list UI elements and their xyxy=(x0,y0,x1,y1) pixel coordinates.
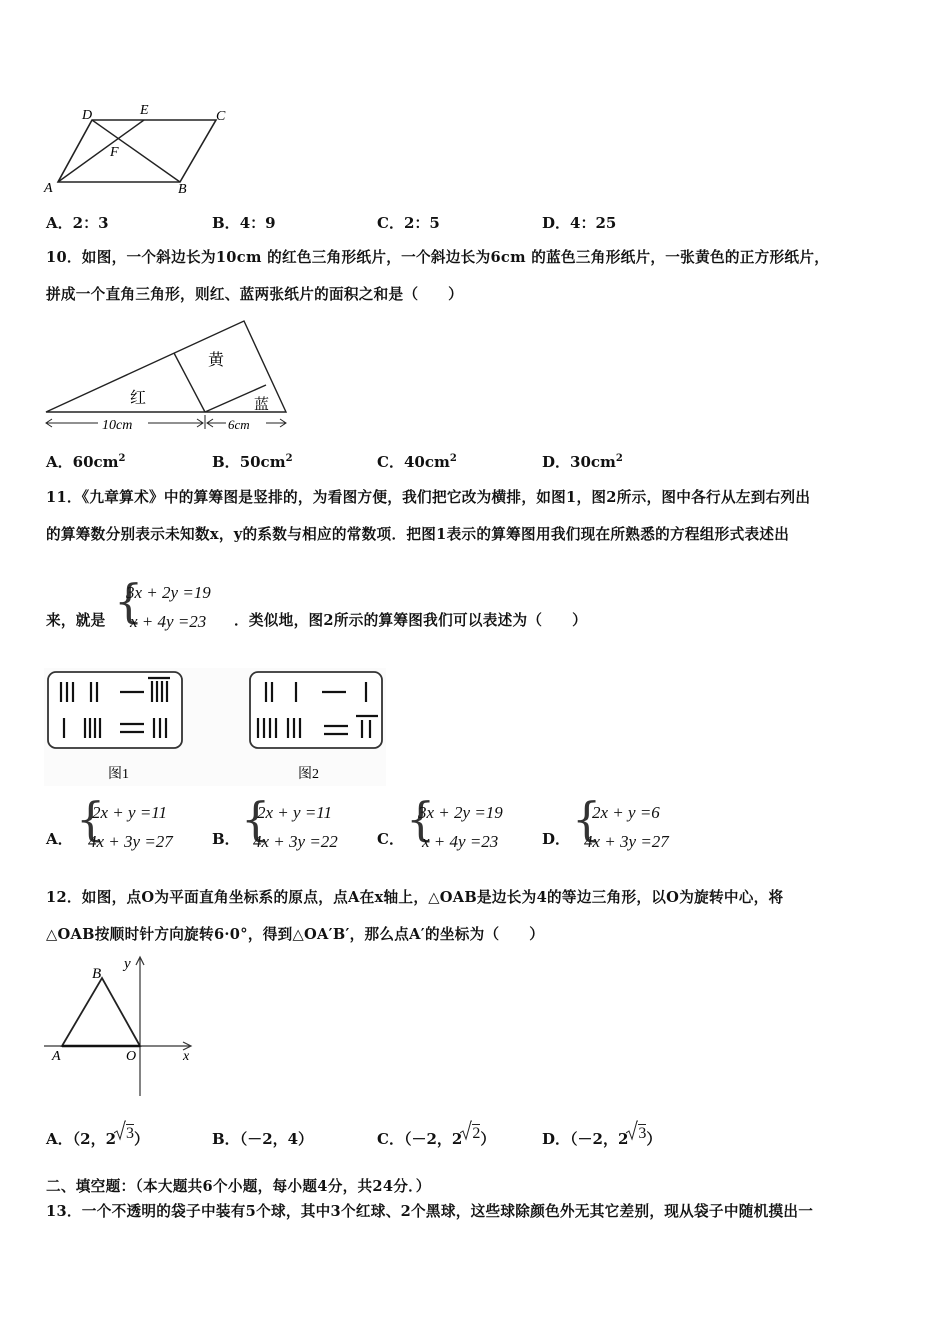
q11-system-eq2: x + 4y =23 xyxy=(130,612,207,631)
q12-stem-line1: 12．如图，点O为平面直角坐标系的原点，点A在x轴上，△OAB是边长为4的等边三角形，以O为旋转中心，将 xyxy=(46,889,784,906)
q12-option-a[interactable]: A．（2，2 3） xyxy=(46,1128,149,1149)
q13-stem-line1: 13．一个不透明的袋子中装有5个球，其中3个红球、2个黑球，这些球除颜色外无其它差别，现从袋子中随机摸出一 xyxy=(46,1203,814,1220)
q11-fig2-label: 图2 xyxy=(298,767,319,782)
q11-stem-line3-suffix: ．类似地，图2所示的算筹图我们可以表述为（ ） xyxy=(234,612,588,629)
q9-label-f: F xyxy=(110,145,119,160)
q11-option-b-eq1: 2x + y =11 xyxy=(257,803,333,822)
q10-option-c[interactable]: C．$40cm^2$ xyxy=(377,453,457,471)
q11-option-d-eq2: 4x + 3y =27 xyxy=(584,832,669,851)
q11-fig1-label: 图1 xyxy=(108,767,129,782)
q10-stem-line1: 10．如图，一个斜边长为10cm 的红色三角形纸片，一个斜边长为6cm 的蓝色三角形纸片，一张黄色的正方形纸片， xyxy=(46,249,830,266)
q9-option-a[interactable]: A．2：3 xyxy=(46,214,109,232)
q11-stem-line1: 11．《九章算术》中的算筹图是竖排的，为看图方便，我们把它改为横排，如图1，图2所示，图中各行从左到右列出 xyxy=(46,489,811,506)
q12-option-d[interactable]: D．（－2，2 3） xyxy=(542,1128,661,1149)
q12-option-c[interactable]: C．（－2，2 2） xyxy=(377,1128,495,1149)
q9-option-b[interactable]: B．4：9 xyxy=(212,214,276,232)
q9-label-b: B xyxy=(178,182,187,197)
q10-triangle-figure xyxy=(40,315,295,440)
q12-option-b[interactable]: B．（－2，4） xyxy=(212,1130,314,1148)
q12-label-x: x xyxy=(183,1049,190,1064)
q11-option-a-brace: { xyxy=(76,792,106,846)
q10-stem-line2: 拼成一个直角三角形，则红、蓝两张纸片的面积之和是（ ） xyxy=(46,286,464,303)
q11-stem-line3-prefix: 来，就是 xyxy=(46,612,106,629)
q10-option-a[interactable]: A．$60cm^2$ xyxy=(46,453,126,471)
q10-label-6cm: 6cm xyxy=(228,417,250,432)
q11-option-d-brace: { xyxy=(572,792,602,846)
q11-option-a-letter[interactable]: A． xyxy=(46,830,73,848)
q11-option-c-brace: { xyxy=(406,792,436,846)
q9-label-e: E xyxy=(140,103,149,118)
q12-label-b: B xyxy=(92,966,102,982)
q11-option-b-brace: { xyxy=(241,792,271,846)
q11-option-a-eq2: 4x + 3y =27 xyxy=(88,832,173,851)
q11-option-b-eq2: 4x + 3y =22 xyxy=(253,832,338,851)
section2-title: 二、填空题：（本大题共6个小题，每小题4分，共24分．） xyxy=(46,1178,431,1195)
q10-label-red: 红 xyxy=(130,390,147,407)
q9-label-a: A xyxy=(44,181,53,196)
q10-label-blue: 蓝 xyxy=(254,397,270,413)
q11-stem-line2: 的算筹数分别表示未知数x，y的系数与相应的常数项．把图1表示的算筹图用我们现在所熟悉的方程组形式表述出 xyxy=(46,526,790,543)
q12-label-o: O xyxy=(126,1049,137,1064)
q12-coordinate-figure xyxy=(40,950,210,1100)
q11-counting-rod-figure xyxy=(44,668,386,786)
q11-option-c-letter[interactable]: C． xyxy=(377,830,404,848)
q9-label-d: D xyxy=(82,108,93,123)
q12-stem-line2: △OAB按顺时针方向旋转6·0°，得到△OA′B′，那么点A′的坐标为（ ） xyxy=(46,926,545,943)
q10-label-10cm: 10cm xyxy=(102,418,133,433)
q11-option-b-letter[interactable]: B． xyxy=(212,830,240,848)
q12-label-a: A xyxy=(52,1049,61,1064)
q9-option-c[interactable]: C．2：5 xyxy=(377,214,440,232)
q9-parallelogram-figure xyxy=(40,100,240,200)
q11-option-d-letter[interactable]: D． xyxy=(542,830,571,848)
q10-option-b[interactable]: B．$50cm^2$ xyxy=(212,453,293,471)
q12-label-y: y xyxy=(124,956,131,972)
q9-option-d[interactable]: D．4：25 xyxy=(542,214,617,232)
q9-label-c: C xyxy=(216,109,226,124)
q11-system-eq1: 3x + 2y =19 xyxy=(126,583,211,602)
q11-system-brace: { xyxy=(114,574,144,628)
q10-label-yellow: 黄 xyxy=(208,352,225,369)
q11-option-a-eq1: 2x + y =11 xyxy=(92,803,168,822)
q11-option-d-eq1: 2x + y =6 xyxy=(592,803,660,822)
q10-option-d[interactable]: D．$30cm^2$ xyxy=(542,453,623,471)
q11-option-c-eq1: 3x + 2y =19 xyxy=(418,803,503,822)
q11-option-c-eq2: x + 4y =23 xyxy=(422,832,499,851)
